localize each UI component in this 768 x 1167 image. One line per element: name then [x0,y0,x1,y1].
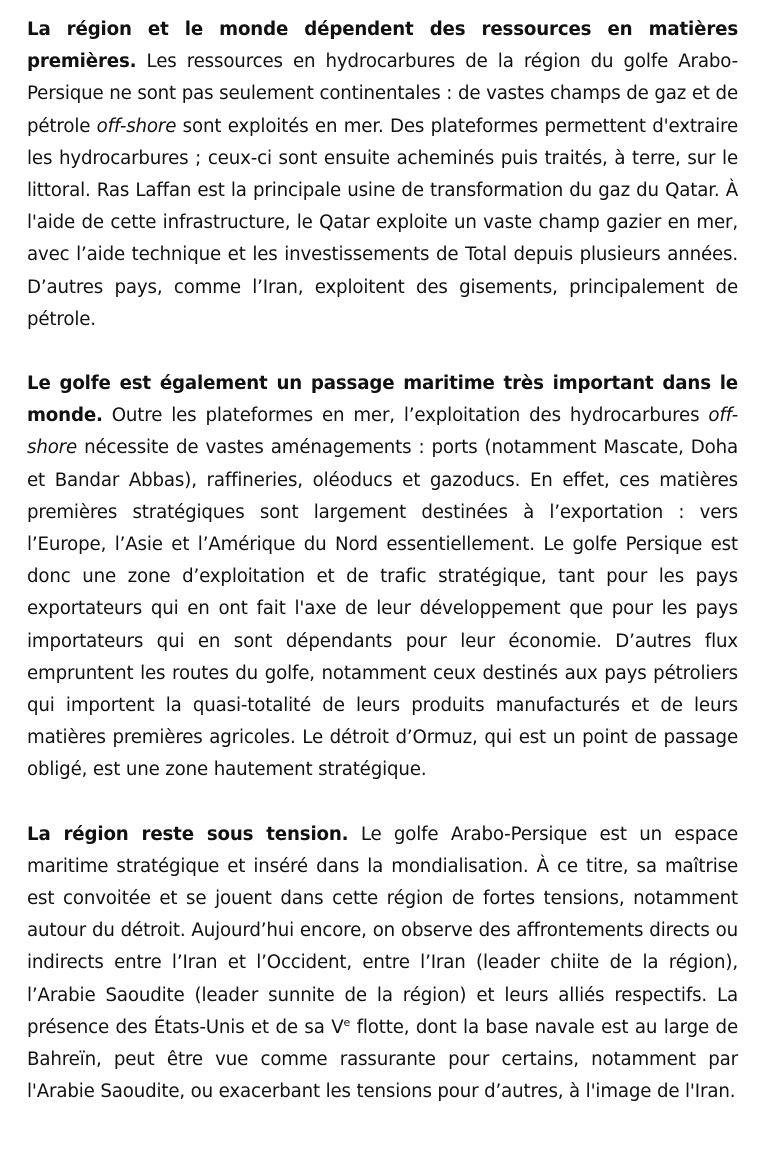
paragraph-heading: La région reste sous tension. [27,823,349,845]
superscript: e [343,1015,351,1029]
paragraph-tensions [27,819,738,1109]
paragraph-text: flotte, dont la base navale est au large de Bahreïn, peut être vue comme rassurante pour certains, notamment par l'Arabie Saoudite, ou exacerbant les tensions pour d’autres, à l'image de l'Iran. [27,1016,738,1103]
paragraph-text: Le golfe Arabo-Persique est un espace maritime stratégique et inséré dans la mondialisation. À ce titre, sa maîtrise est convoitée et se jouent dans cette région de fortes tensions, notamment autour du détroit. Aujourd’hui encore, on observe des affrontements directs ou indirects entre l’Iran et l’Occident, entre l’Iran (leader chiite de la région), l’Arabie Saoudite (leader sunnite de la région) et leurs alliés respectifs. La présence des États-Unis et de sa V [27,823,739,1038]
italic-term: off-shore [96,115,177,137]
paragraph-text: Outre les plateformes en mer, l’exploitation des hydrocarbures [102,405,709,427]
paragraph-maritime-passage [27,368,738,787]
paragraph-heading: Le golfe est également un passage maritime très important dans le monde. [27,373,738,427]
paragraph-heading: La région et le monde dépendent des ressources en matières premières. [27,19,738,73]
paragraph-text: Les ressources en hydrocarbures de la région du golfe Arabo-Persique ne sont pas seulement continentales : de vastes champs de gaz et de pétrole [27,51,738,137]
paragraph-text: sont exploités en mer. Des plateformes permettent d'extraire les hydrocarbures ; ceux-ci sont ensuite acheminés puis traités, à terre, sur le littoral. Ras Laffan est la principale usine de transformation du gaz du Qatar. À l'aide de cette infrastructure, le Qatar exploite un vaste champ gazier en mer, avec l’aide technique et les investissements de Total depuis plusieurs années. D’autres pays, comme l’Iran, exploitent des gisements, principalement de pétrole. [27,115,738,330]
italic-term: off-shore [27,405,738,459]
paragraph-resources [27,14,738,336]
paragraph-text: nécessite de vastes aménagements : ports (notamment Mascate, Doha et Bandar Abbas), raffineries, oléoducs et gazoducs. En effet, ces matières premières stratégiques sont largement destinées à l’exportation : vers l’Europe, l’Asie et l’Amérique du Nord essentiellement. Le golfe Persique est donc une zone d’exploitation et de trafic stratégique, tant pour les pays exportateurs qui en ont fait l'axe de leur développement que pour les pays importateurs qui en sont dépendants pour leur économie. D’autres flux empruntent les routes du golfe, notamment ceux destinés aux pays pétroliers qui importent la quasi-totalité de leurs produits manufacturés et de leurs matières premières agricoles. Le détroit d’Ormuz, qui est un point de passage obligé, est une zone hautement stratégique. [27,437,738,781]
